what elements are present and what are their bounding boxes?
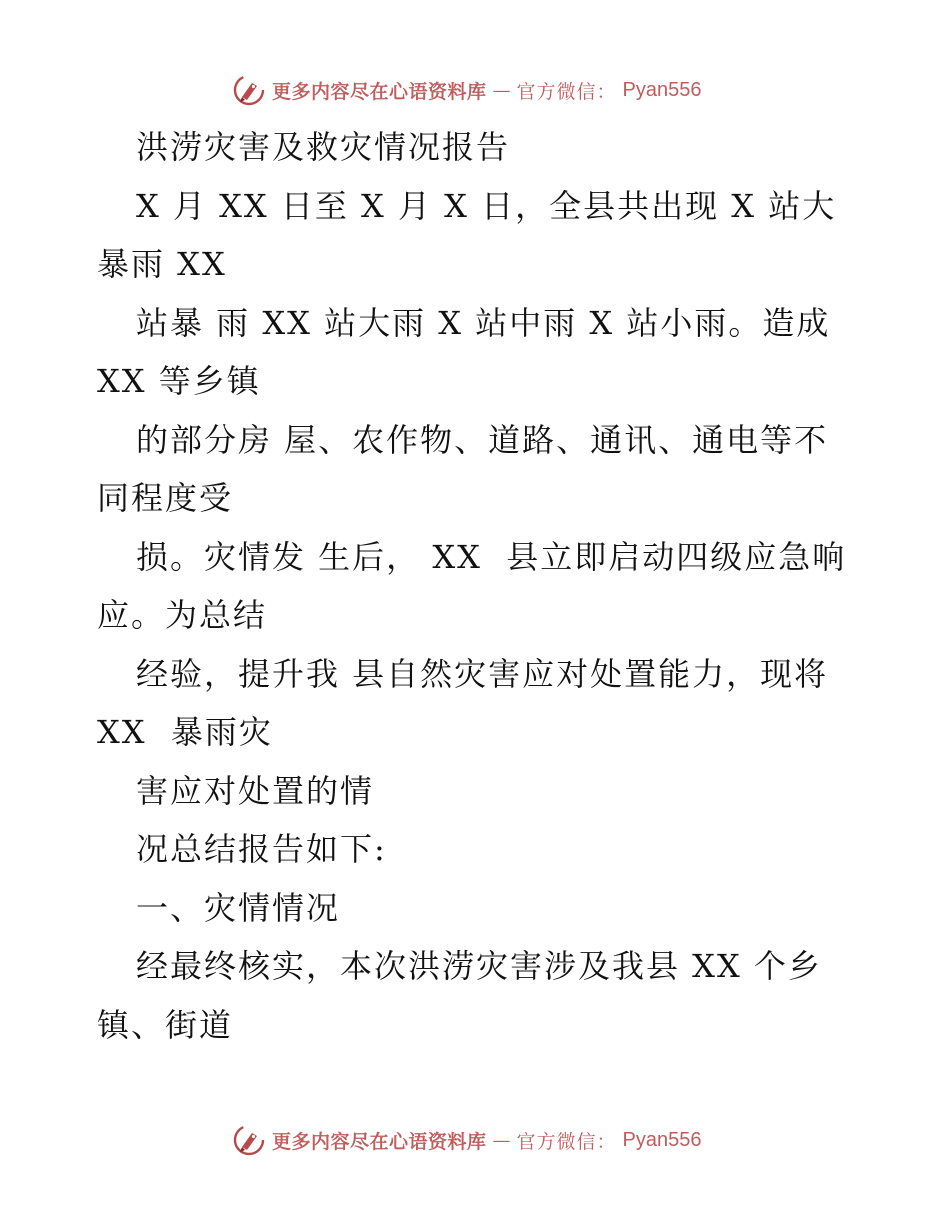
paragraph-line: X 月 XX 日至 X 月 X 日，全县共出现 X 站大 [136,186,837,225]
watermark-wechat-label: 官方微信： [516,80,617,103]
section-heading: 一、灾情情况 [136,888,341,927]
footer-watermark [232,1120,702,1160]
paragraph-line: 应。为总结 [97,596,268,634]
watermark-wechat-id: Pyan556 [622,78,702,101]
paragraph-line: 经最终核实，本次洪涝灾害涉及我县 XX 个乡 [136,947,822,985]
paragraph-line: 损。灾情发 生后， XX 县立即启动四级应急响 [136,537,847,576]
pen-nib-logo-icon [232,73,266,107]
paragraph-line: 镇、街道 [97,1005,234,1044]
document-title: 洪涝灾害及救灾情况报告 [136,128,511,166]
paragraph-line: 的部分房 屋、农作物、道路、通讯、通电等不 [136,420,829,459]
document-body [97,118,857,1054]
watermark-wechat-label: 官方微信： [516,1130,617,1153]
paragraph-line: 经验，提升我 县自然灾害应对处置能力，现将 [136,654,829,693]
paragraph-line: 站暴 雨 XX 站大雨 X 站中雨 X 站小雨。造成 [136,303,831,342]
watermark-wechat-id: Pyan556 [622,1128,702,1151]
header-watermark [232,70,702,110]
paragraph-line: 同程度受 [97,479,234,517]
watermark-separator: — [492,1129,511,1151]
paragraph-line: XX 暴雨灾 [97,713,273,751]
watermark-separator: — [492,79,511,101]
paragraph-line: 况总结报告如下: [136,830,387,868]
pen-nib-logo-icon [232,1123,266,1157]
watermark-brand-text: 更多内容尽在心语资料库 [272,80,487,103]
watermark-brand-text: 更多内容尽在心语资料库 [272,1130,487,1153]
paragraph-line: 暴雨 XX [97,245,227,283]
paragraph-line: XX 等乡镇 [97,362,261,400]
paragraph-line: 害应对处置的情 [136,771,375,810]
